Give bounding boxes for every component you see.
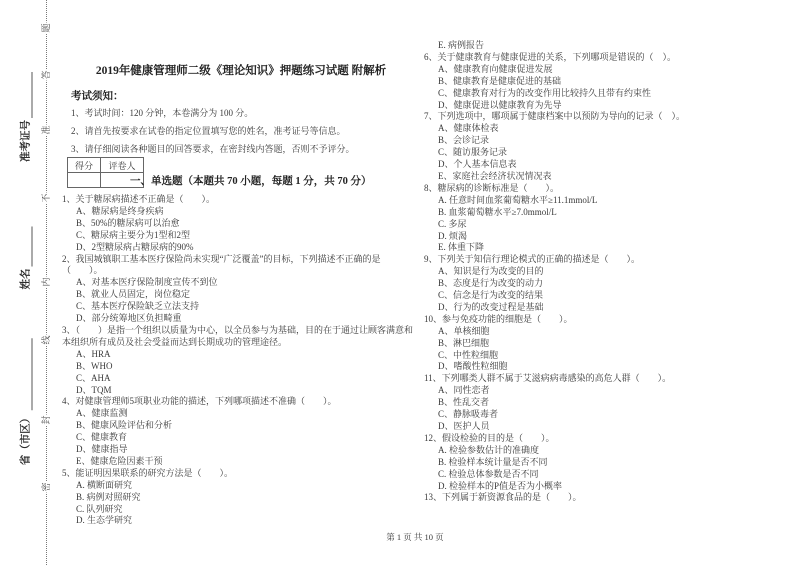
- margin-label-blank-line: [21, 339, 33, 411]
- margin-fillin-label: [18, 72, 33, 162]
- question-option: A、知识是行为改变的目的: [438, 266, 544, 277]
- margin-label-blank-line: [21, 72, 33, 118]
- notice-item: 2、请首先按要求在试卷的指定位置填写您的姓名，准考证号等信息。: [71, 126, 346, 136]
- section-heading: 一、单选题（本题共 70 小题，每题 1 分，共 70 分）: [130, 176, 372, 187]
- seal-char: 准: [41, 125, 51, 135]
- margin-fillin-label: [18, 339, 33, 466]
- question-stem: 7、下列选项中，哪项属于健康档案中以预防为导向的记录（ ）。: [424, 111, 686, 122]
- question-option: A、同性恋者: [438, 385, 490, 396]
- margin-label-blank-line: [21, 227, 33, 267]
- question-option: C、AHA: [76, 372, 111, 383]
- question-option: A、糖尿病是终身疾病: [76, 205, 164, 216]
- score-table-cell-score: [68, 173, 101, 188]
- question-stem: 13、下列属于新资源食品的是（ ）。: [424, 492, 582, 503]
- question-option: D. 烦渴: [438, 230, 467, 241]
- question-option: B. 检验样本统计量是否不同: [438, 456, 548, 467]
- question-column-right: [424, 40, 796, 504]
- margin-label-text: 省（市区）: [20, 412, 32, 466]
- margin-fillin-label: [18, 227, 33, 290]
- question-option: E、家庭社会经济状况情况表: [438, 170, 552, 181]
- margin-label-text: 姓名: [20, 268, 32, 290]
- seal-char: 密: [41, 482, 51, 492]
- question-stem: 1、关于糖尿病描述不正确是（ ）。: [62, 194, 216, 204]
- question-option: D、个人基本信息表: [438, 159, 517, 170]
- question-option: A、健康监测: [76, 408, 128, 419]
- question-option: E. 病例报告: [438, 40, 484, 50]
- question-option: D、医护人员: [438, 421, 490, 431]
- question-option: D、部分统筹地区负担畸重: [76, 313, 182, 324]
- question-option: D、2型糖尿病占糖尿病的90%: [76, 241, 194, 252]
- question-option: B、就业人员固定，岗位稳定: [76, 289, 191, 300]
- question-stem: 5、能证明因果联系的研究方法是（ ）。: [62, 467, 234, 478]
- question-option: D、健康促进以健康教育为先导: [438, 99, 562, 110]
- question-stem: 11、下列哪类人群不属于艾滋病病毒感染的高危人群（ ）。: [424, 373, 672, 384]
- question-stem: 10、参与免疫功能的细胞是（ ）。: [424, 313, 573, 324]
- question-option: D、TQM: [76, 384, 112, 395]
- margin-label-text: 准考证号: [20, 120, 32, 162]
- seal-char: 封: [41, 415, 51, 425]
- seal-char: 不: [41, 193, 51, 203]
- page-title: 2019年健康管理师二级《理论知识》押题练习试题 附解析: [95, 65, 387, 77]
- seal-char: 题: [41, 23, 51, 33]
- question-option: B. 血浆葡萄糖水平≥7.0mmol/L: [438, 206, 557, 217]
- question-stem: 8、糖尿病的诊断标准是（ ）。: [424, 182, 560, 193]
- question-option: C、中性粒细胞: [438, 349, 499, 360]
- seal-char: 答: [41, 70, 51, 80]
- question-option: B、淋巴细胞: [438, 337, 490, 348]
- question-option: B、健康教育是健康促进的基础: [438, 75, 562, 86]
- question-option: A. 检验参数估计的准确度: [438, 444, 540, 455]
- question-stem: 3、（ ）是指一个组织以质量为中心，以全员参与为基础，目的在于通过让顾客满意和本组织所有成员及社会受益而达到长期成功的管理途径。: [62, 324, 414, 347]
- question-option: D. 生态学研究: [76, 515, 132, 526]
- question-option: B. 病例对照研究: [76, 491, 141, 502]
- notice-item: 1、考试时间：120 分钟，本卷满分为 100 分。: [71, 108, 254, 118]
- question-option: D. 检验样本的P值是否为小概率: [438, 480, 563, 491]
- question-option: A、HRA: [76, 348, 111, 359]
- question-option: C. 多尿: [438, 218, 467, 229]
- question-stem: 2、我国城镇职工基本医疗保险尚未实现“广泛覆盖”的目标，下列描述不正确的是（ ）。: [62, 253, 381, 276]
- question-option: E. 体重下降: [438, 242, 484, 253]
- score-table-header-grader: 评卷人: [101, 158, 144, 173]
- notice-item: 3、请仔细阅读各种题目的回答要求，在密封线内答题，否则不予评分。: [71, 144, 355, 154]
- question-option: C. 队列研究: [76, 503, 123, 514]
- question-option: A. 任意时间血浆葡萄糖水平≥11.1mmol/L: [438, 194, 598, 205]
- question-option: C、健康教育: [76, 432, 128, 443]
- question-option: B、WHO: [76, 360, 113, 371]
- page-footer: 第 1 页 共 10 页: [386, 532, 444, 542]
- question-option: C、随访服务记录: [438, 147, 508, 158]
- question-stem: 9、下列关于知信行理论模式的正确的描述是（ ）。: [424, 254, 641, 265]
- seal-char: 线: [41, 335, 51, 345]
- question-option: B、会诊记录: [438, 135, 490, 146]
- question-option: A、健康教育向健康促进发展: [438, 63, 553, 74]
- question-column-left: [62, 194, 420, 527]
- question-option: B、健康风险评估和分析: [76, 420, 173, 431]
- question-option: C、健康教育对行为的改变作用比较持久且带有约束性: [438, 87, 652, 98]
- question-option: B、性乱交者: [438, 397, 490, 408]
- question-stem: 6、关于健康教育与健康促进的关系，下列哪项是错误的（ ）。: [424, 51, 677, 62]
- question-stem: 12、假设检验的目的是（ ）。: [424, 432, 555, 443]
- question-option: B、50%的糖尿病可以治愈: [76, 217, 180, 228]
- question-option: A. 横断面研究: [76, 479, 132, 490]
- question-option: D、健康指导: [76, 444, 128, 455]
- question-option: A、单核细胞: [438, 325, 490, 336]
- seal-char: 内: [41, 277, 51, 287]
- score-table-header-score: 得分: [68, 158, 101, 173]
- question-option: A、健康体检表: [438, 123, 499, 134]
- question-option: E、健康危险因素干预: [76, 455, 163, 466]
- question-option: C、静脉吸毒者: [438, 409, 499, 420]
- question-option: D、嗜酸性粒细胞: [438, 361, 508, 372]
- question-option: C、糖尿病主要分为1型和2型: [76, 229, 191, 240]
- question-option: B、态度是行为改变的动力: [438, 278, 544, 289]
- question-option: A、对基本医疗保险制度宣传不到位: [76, 277, 218, 288]
- question-option: C. 检验总体参数是否不同: [438, 468, 539, 479]
- question-option: D、行为的改变过程是基础: [438, 301, 544, 312]
- notice-heading: 考试须知：: [71, 91, 124, 102]
- question-option: C、基本医疗保险缺乏立法支持: [76, 301, 200, 312]
- question-option: C、信念是行为改变的结果: [438, 290, 544, 301]
- question-stem: 4、对健康管理师5项职业功能的描述，下列哪项描述不准确（ ）。: [62, 396, 337, 407]
